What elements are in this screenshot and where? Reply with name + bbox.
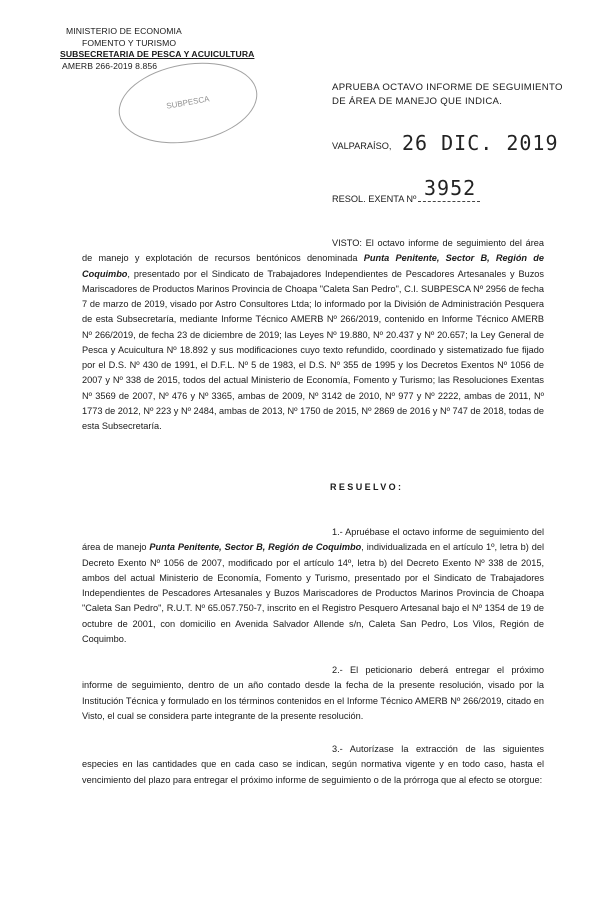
article-2-paragraph: 2.- El peticionario deberá entregar el próximo informe de seguimiento, dentro de un año contado desde la fecha de la presente resolución, visado por la Institución Técnica y formulado en los términos contenidos en el Informe Técnico AMERB Nº 266/2019, citado en Visto, el cual se considera parte integrante de la presente resolución. (82, 665, 544, 721)
article-3-paragraph: 3.- Autorízase la extracción de las siguientes especies en las cantidades que en cada caso se indican, según normativa vigente y en todo caso, hasta el vencimiento del plazo para entregar el próximo informe de seguimiento o de la prórroga que al efecto se otorgue: (82, 744, 544, 785)
article-1-text-b: , individualizada en el artículo 1º, letra b) del Decreto Exento Nº 1056 de 2007, modificado por el artículo 14º, letra b) del Decreto Exento Nº 338 de 2015, ambos del actual Ministerio de Economía, Fomento y Turismo, presentado por el Sindicato de Trabajadores Independientes de Pescadores Artesanales y Buzos Mariscadores de Productos Marinos Provincia de Choapa "Caleta San Pedro", R.U.T. Nº 65.057.750-7, inscrito en el Registro Pesquero Artesanal bajo el Nº 1354 de 19 de octubre de 2001, con domicilio en Avenida Salvador Allende s/n, Caleta San Pedro, Los Vilos, Región de Coquimbo. (82, 542, 545, 644)
title-line-2: DE ÁREA DE MANEJO QUE INDICA. (332, 96, 503, 107)
resolution-number-stamp: 3952 (424, 176, 477, 200)
visto-area-name: Punta Penitente, Sector B, Región de Coquimbo (82, 253, 544, 279)
date-stamp: 26 DIC. 2019 (402, 131, 559, 155)
seal-text: SUBPESCA (165, 94, 211, 111)
article-1-text-a: 1.- Apruébase el octavo informe de seguimiento del área de manejo (82, 527, 544, 553)
title-line-1: APRUEBA OCTAVO INFORME DE SEGUIMIENTO (332, 82, 563, 93)
visto-paragraph (82, 236, 544, 434)
resol-label-text: RESOL. EXENTA Nº (332, 194, 417, 204)
resolution-title (332, 81, 563, 109)
resuelvo-heading: RESUELVO: (330, 482, 404, 492)
header-subsecretaria: SUBSECRETARIA DE PESCA Y ACUICULTURA (60, 49, 255, 59)
visto-text-b: , presentado por el Sindicato de Trabajadores Independientes de Pescadores Artesanales y Buzos Mariscadores de Productos Marinos Provincia de Choapa "Caleta San Pedro", C.I. SUBPESCA Nº 2956 de fecha 7 de marzo de 2019, visado por Astro Consultores Ltda; lo informado por la División de Administración Pesquera de esta Subsecretaría, mediante Informe Técnico AMERB Nº 266/2019, contenido en Informe Técnico AMERB Nº 266/2019, de fecha 23 de diciembre de 2019; las Leyes Nº 19.880, Nº 20.437 y Nº 20.657; la Ley General de Pesca y Acuicultura Nº 18.892 y sus modificaciones cuyo texto refundido, coordinado y sistematizado fue fijado por el D.S. Nº 430 de 1991, el D.F.L. Nº 5 de 1983, el D.S. Nº 355 de 1995 y los Decretos Exentos Nº 1056 de 2007 y Nº 338 de 2015, todos del actual Ministerio de Economía, Fomento y Turismo; las Resoluciones Exentas Nº 3569 de 2007, Nº 476 y Nº 3365, ambas de 2009, Nº 3142 de 2010, Nº 977 y Nº 2222, ambas de 2011, Nº 1773 de 2012, Nº 223 y Nº 2484, ambas de 2013, Nº 1750 de 2015, Nº 2869 de 2016 y Nº 747 de 2018, todas de esta Subsecretaría. (82, 268, 544, 431)
visto-text-a: VISTO: El octavo informe de seguimiento del área de manejo y explotación de recursos bentónicos denominada (82, 238, 544, 264)
header-fomento: FOMENTO Y TURISMO (82, 37, 177, 48)
article-1-paragraph (82, 525, 544, 647)
place-label: VALPARAÍSO, (332, 141, 392, 151)
header-ministry: MINISTERIO DE ECONOMIA (66, 26, 182, 36)
article-1-area-name: Punta Penitente, Sector B, Región de Coquimbo (149, 542, 362, 553)
header-reference: AMERB 266-2019 8.856 (62, 60, 158, 71)
